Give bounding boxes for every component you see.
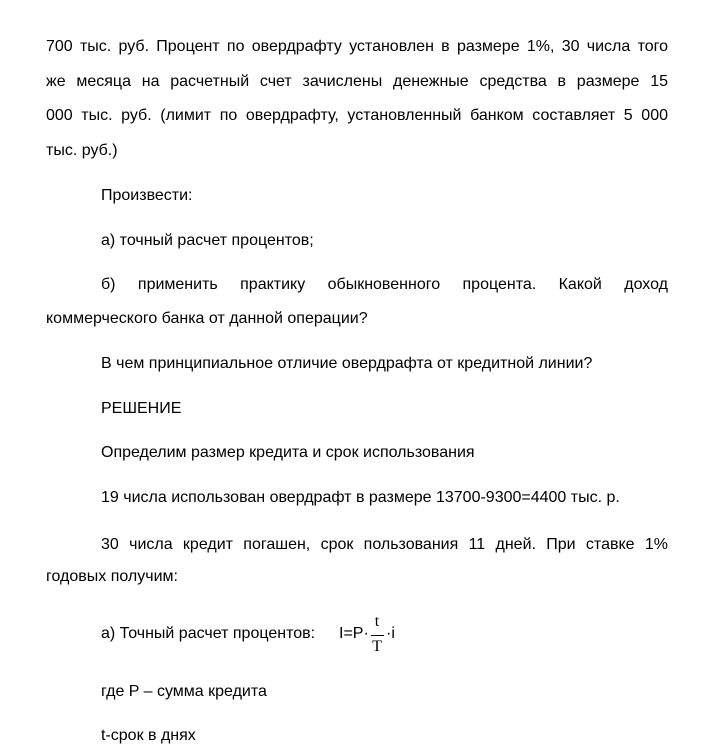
definition-t: t-срок в днях bbox=[101, 727, 196, 744]
formula-right: ·i bbox=[386, 625, 395, 642]
solution-step-3-line-1: 30 числа кредит погашен, срок пользования 11 дней. При ставке 1% bbox=[101, 536, 668, 553]
question-text: В чем принципиальное отличие овердрафта от кредитной линии? bbox=[101, 355, 593, 372]
fraction-denominator: T bbox=[372, 638, 382, 655]
fraction-numerator: t bbox=[374, 613, 380, 630]
intro-line-4: тыс. руб.) bbox=[46, 142, 118, 159]
intro-line-1: 700 тыс. руб. Процент по овердрафту установлен в размере 1%, 30 числа того bbox=[46, 38, 668, 55]
solution-heading: РЕШЕНИЕ bbox=[101, 400, 182, 417]
solution-step-3-line-2: годовых получим: bbox=[46, 568, 178, 585]
fraction-bar bbox=[371, 635, 384, 636]
task-heading: Произвести: bbox=[101, 187, 193, 204]
intro-line-2: же месяца на расчетный счет зачислены денежные средства в размере 15 bbox=[46, 73, 668, 90]
task-b-line-1: б) применить практику обыкновенного процента. Какой доход bbox=[101, 276, 668, 293]
formula-left: I=P· bbox=[339, 625, 369, 642]
formula-fraction bbox=[370, 613, 384, 659]
definition-p: где P – сумма кредита bbox=[101, 683, 267, 700]
formula-label: а) Точный расчет процентов: bbox=[101, 625, 316, 642]
intro-line-3: 000 тыс. руб. (лимит по овердрафту, установленный банком составляет 5 000 bbox=[46, 107, 668, 124]
task-a: а) точный расчет процентов; bbox=[101, 232, 314, 249]
formula-row bbox=[101, 613, 501, 661]
task-b-line-2: коммерческого банка от данной операции? bbox=[46, 310, 368, 327]
solution-step-2: 19 числа использован овердрафт в размере 13700-9300=4400 тыс. р. bbox=[101, 489, 620, 506]
solution-step-1: Определим размер кредита и срок использования bbox=[101, 444, 475, 461]
